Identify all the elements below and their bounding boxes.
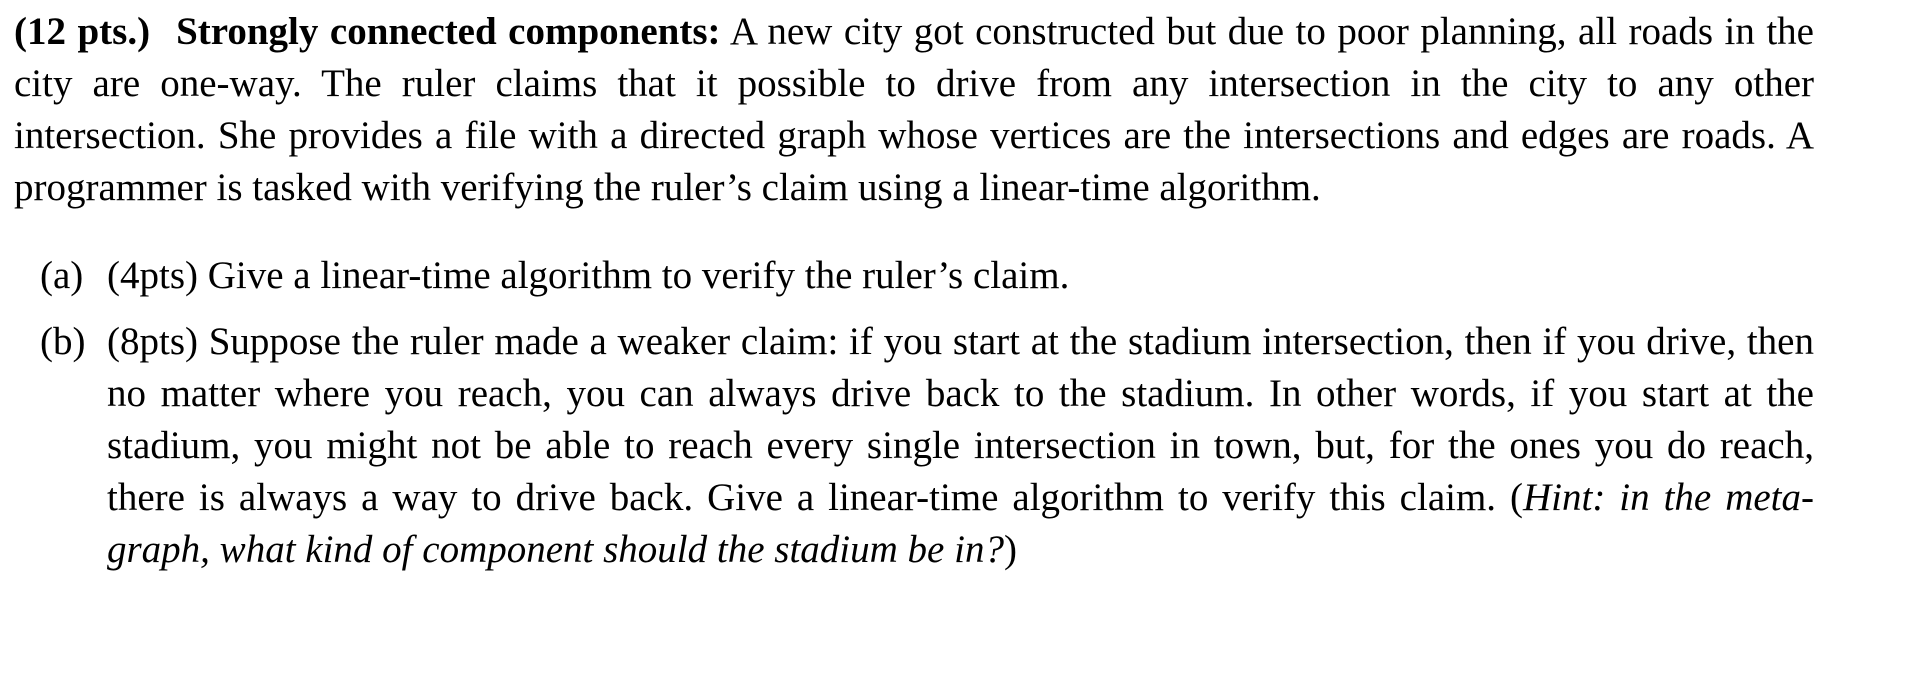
subpart-b-marker: (b) xyxy=(40,320,86,363)
subpart-b-text: (8pts) Suppose the ruler made a weaker claim: if you start at the stadium intersection, then if you drive, then no matter where you reach, you can always drive back to the stadium. In other words, if you start at the stadium, you might not be able to reach every single intersection in town, but, for the ones you do reach, there is always a way to drive back. Give a linear-time algorithm to verify this claim. ( xyxy=(107,320,1814,519)
problem-document xyxy=(14,6,1814,590)
problem-statement xyxy=(14,6,1814,214)
hint-text: in the meta-graph, what kind of component should the stadium be in? xyxy=(107,476,1814,571)
subparts-list xyxy=(14,250,1814,576)
problem-points: (12 pts.) xyxy=(14,10,151,53)
problem-title: Strongly connected components: xyxy=(176,10,721,53)
problem-intro-text: A new city got constructed but due to poor planning, all roads in the city are one-way. The ruler claims that it possible to drive from any intersection in the city to any other intersection. She provides a file with a directed graph whose vertices are the intersections and edges are roads. A programmer is tasked with verifying the ruler’s claim using a linear-time algorithm. xyxy=(14,10,1814,209)
hint-label: Hint: xyxy=(1523,476,1606,519)
hint-closing: ) xyxy=(1003,528,1017,571)
subpart-a xyxy=(14,250,1814,302)
subpart-b xyxy=(14,316,1814,576)
subpart-a-text: (4pts) Give a linear-time algorithm to verify the ruler’s claim. xyxy=(107,254,1070,297)
subpart-a-marker: (a) xyxy=(40,254,84,297)
